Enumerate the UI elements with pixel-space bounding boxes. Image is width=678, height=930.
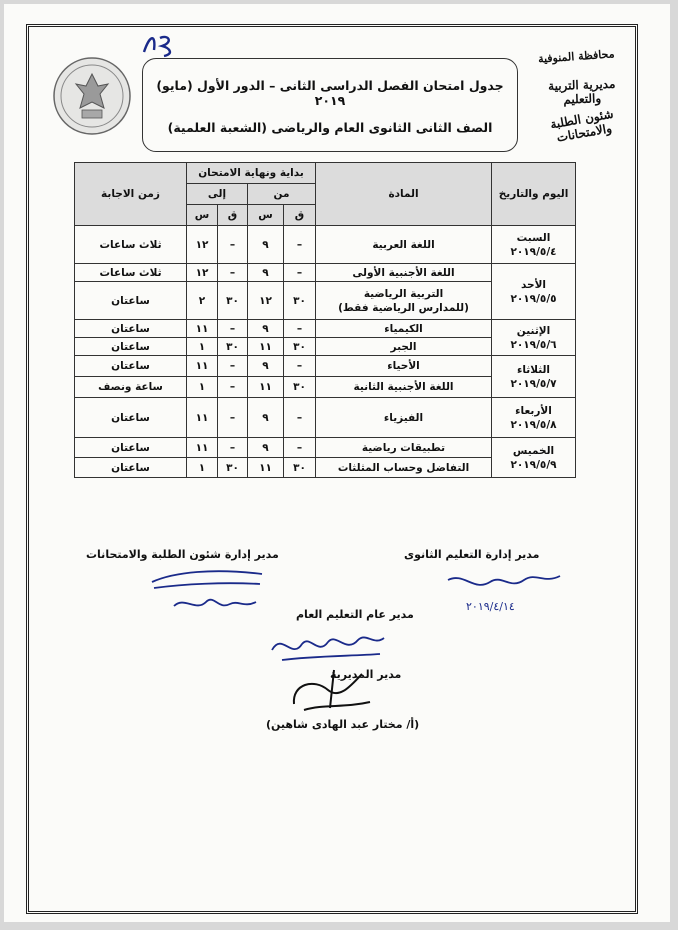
stamp-directorate: مديرية التربية والتعليم [547,76,616,107]
day-cell [492,438,576,478]
day-cell [492,226,576,264]
day-date: ٢٠١٩/٥/٥ [510,292,557,305]
subject-cell: الكيمياء [316,320,492,338]
subject-cell: تطبيقات رياضية [316,438,492,458]
to-hour-cell: ١١ [187,398,218,438]
from-hour-cell: ٩ [248,264,284,282]
from-minute-cell: ٣٠ [284,282,316,320]
title-box [142,58,518,152]
day-date: ٢٠١٩/٥/٤ [510,245,557,258]
day-date: ٢٠١٩/٥/٨ [510,418,557,431]
header-duration: زمن الاجابة [75,163,187,226]
from-hour-cell: ٩ [248,320,284,338]
secondary-director-title: مدير إدارة التعليم الثانوى [404,548,540,561]
to-minute-cell: ٣٠ [218,458,248,478]
to-hour-cell: ١١ [187,356,218,377]
day-name: السبت [516,231,551,244]
subject-cell: اللغة الأجنبية الأولى [316,264,492,282]
header-from-minute: ق [284,205,316,226]
to-minute-cell: – [218,264,248,282]
to-hour-cell: ٢ [187,282,218,320]
subject-cell: الجبر [316,338,492,356]
emblem-icon [52,56,132,136]
from-hour-cell: ٩ [248,398,284,438]
duration-cell: ساعة ونصف [75,377,187,398]
duration-cell: ساعتان [75,356,187,377]
day-cell [492,320,576,356]
from-hour-cell: ٩ [248,356,284,377]
to-minute-cell: – [218,438,248,458]
header-start-end: بداية ونهاية الامتحان [187,163,316,184]
subject-cell: الأحياء [316,356,492,377]
signature-students-director [144,562,274,622]
duration-cell: ثلاث ساعات [75,226,187,264]
document-page [4,4,670,922]
header-to-minute: ق [218,205,248,226]
header-day-date: اليوم والتاريخ [492,163,576,226]
from-minute-cell: – [284,226,316,264]
header-from: من [248,184,316,205]
duration-cell: ساعتان [75,438,187,458]
signature-directorate-director [274,664,384,716]
directorate-stamp [524,34,636,144]
directorate-director-title: مدير المديرية [330,668,402,681]
to-minute-cell: – [218,320,248,338]
to-hour-cell: ١٢ [187,264,218,282]
day-cell [492,398,576,438]
signature-general-director [262,626,392,666]
day-date: ٢٠١٩/٥/٧ [510,377,557,390]
header-to: إلى [187,184,248,205]
from-hour-cell: ١١ [248,377,284,398]
to-minute-cell: – [218,377,248,398]
stamp-governorate: محافظة المنوفية [537,47,615,66]
day-date: ٢٠١٩/٥/٦ [510,338,557,351]
handwritten-date: ٢٠١٩/٤/١٤ [466,600,515,613]
from-minute-cell: – [284,320,316,338]
header-to-hour: س [187,205,218,226]
from-hour-cell: ٩ [248,438,284,458]
from-hour-cell: ١٢ [248,282,284,320]
to-hour-cell: ١ [187,377,218,398]
title-line-2: الصف الثانى الثانوى العام والرياضى (الشعبة العلمية) [167,120,493,135]
to-hour-cell: ١٢ [187,226,218,264]
day-name: الإثنين [516,324,551,337]
to-minute-cell: – [218,356,248,377]
to-hour-cell: ١ [187,458,218,478]
day-date: ٢٠١٩/٥/٩ [510,458,557,471]
to-hour-cell: ١ [187,338,218,356]
duration-cell: ساعتان [75,320,187,338]
from-hour-cell: ٩ [248,226,284,264]
exam-schedule-table [74,162,576,478]
to-minute-cell: ٣٠ [218,338,248,356]
subject-cell: اللغة العربية [316,226,492,264]
general-director-title: مدير عام التعليم العام [296,608,414,621]
subject-cell: التفاضل وحساب المثلثات [316,458,492,478]
header-subject: المادة [316,163,492,226]
from-minute-cell: – [284,264,316,282]
subject-note: (للمدارس الرياضية فقط) [338,301,469,314]
day-cell [492,264,576,320]
subject-name: التربية الرياضية [363,287,444,300]
day-name: الأحد [520,278,547,291]
title-line-1: جدول امتحان الفصل الدراسى الثانى – الدور الأول (مايو) ٢٠١٩ [156,78,504,108]
to-hour-cell: ١١ [187,320,218,338]
subject-cell [316,282,492,320]
to-minute-cell: – [218,398,248,438]
duration-cell: ساعتان [75,282,187,320]
from-hour-cell: ١١ [248,458,284,478]
director-name: (أ/ مختار عبد الهادى شاهين) [266,718,420,731]
handwritten-mark [140,32,180,58]
duration-cell: ساعتان [75,458,187,478]
day-name: الأربعاء [515,404,552,417]
to-minute-cell: – [218,226,248,264]
subject-cell: الفيزياء [316,398,492,438]
header-from-hour: س [248,205,284,226]
duration-cell: ساعتان [75,398,187,438]
day-name: الثلاثاء [516,363,551,376]
duration-cell: ساعتان [75,338,187,356]
from-minute-cell: – [284,356,316,377]
from-minute-cell: ٣٠ [284,458,316,478]
signature-secondary-director [444,570,564,600]
from-minute-cell: – [284,438,316,458]
to-minute-cell: ٣٠ [218,282,248,320]
from-hour-cell: ١١ [248,338,284,356]
from-minute-cell: ٣٠ [284,338,316,356]
subject-cell: اللغة الأجنبية الثانية [316,377,492,398]
students-director-title: مدير إدارة شئون الطلبة والامتحانات [86,548,279,561]
day-cell [492,356,576,398]
stamp-affairs: شئون الطلبة والامتحانات [549,106,615,145]
day-name: الخميس [512,444,555,457]
duration-cell: ثلاث ساعات [75,264,187,282]
from-minute-cell: – [284,398,316,438]
to-hour-cell: ١١ [187,438,218,458]
from-minute-cell: ٣٠ [284,377,316,398]
